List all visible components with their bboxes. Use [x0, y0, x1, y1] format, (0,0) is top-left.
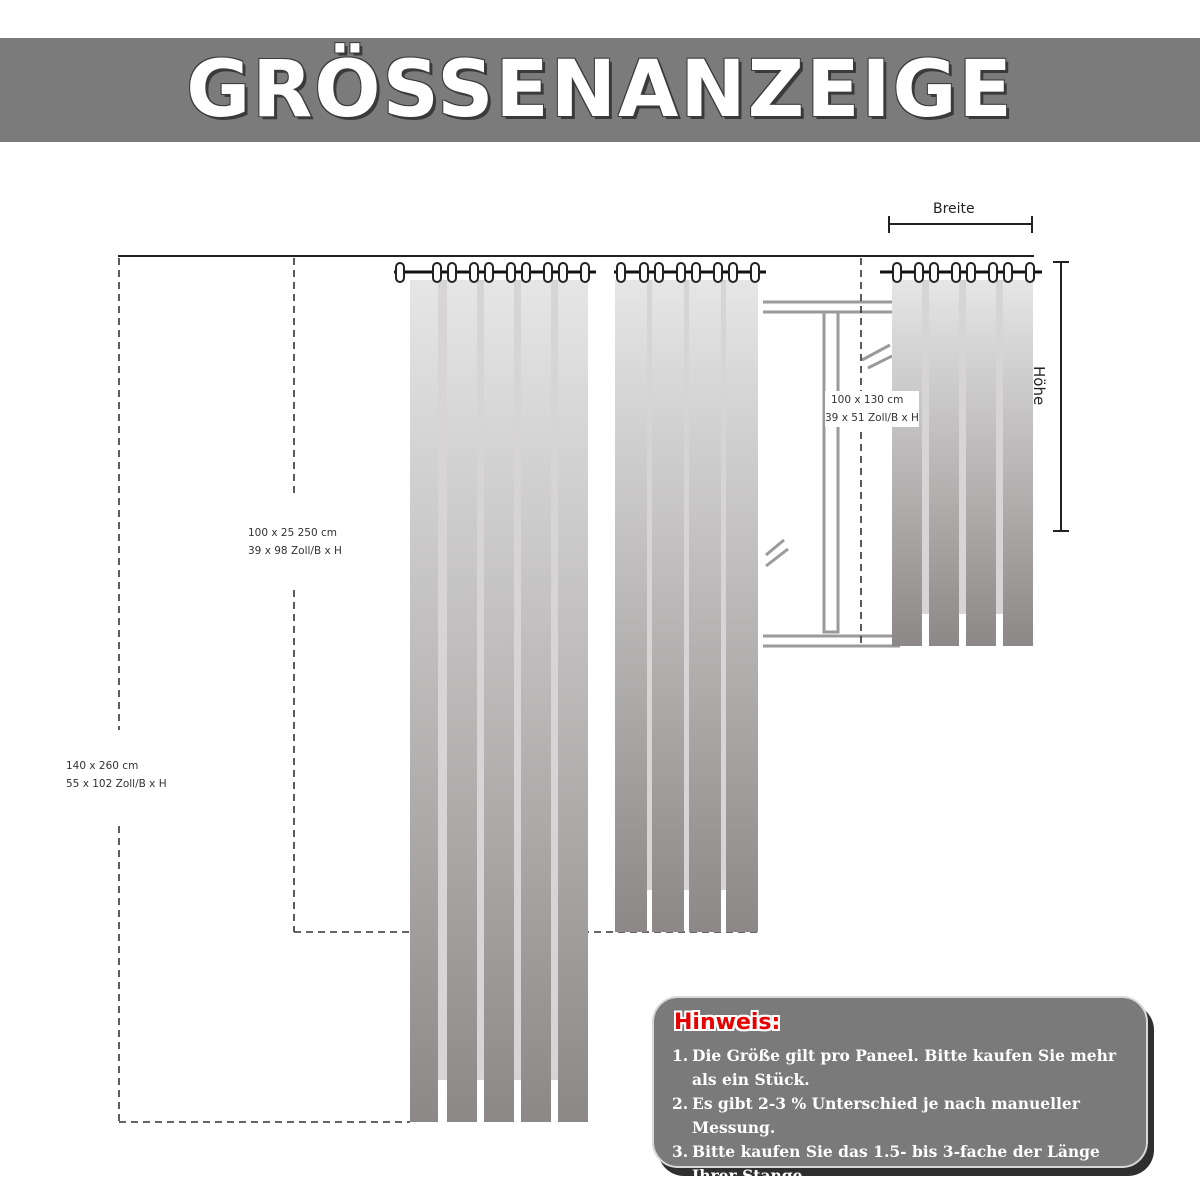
size-metric: 100 x 25 250 cm	[248, 527, 338, 539]
hoehe-measure	[1053, 262, 1069, 531]
note-item-text: Bitte kaufen Sie das 1.5- bis 3-fache der Länge Ihrer Stange.	[692, 1142, 1100, 1185]
curtain-medium-fold	[726, 280, 758, 932]
size-imperial: 39 x 98 Zoll/B x H	[248, 545, 342, 557]
size-metric: 140 x 260 cm	[66, 760, 139, 772]
size-imperial: 55 x 102 Zoll/B x H	[66, 778, 167, 790]
breite-measure	[889, 216, 1032, 233]
note-item-number: 3.	[672, 1142, 689, 1161]
curtain-medium-fold	[689, 280, 721, 932]
note-box	[652, 996, 1148, 1185]
size-label-medium	[248, 524, 342, 560]
note-item-number: 1.	[672, 1046, 689, 1065]
curtain-large-fold	[410, 280, 438, 1122]
page-title: GRÖSSENANZEIGE	[186, 45, 1014, 135]
hoehe-label: Höhe	[1030, 366, 1048, 406]
size-label-large	[66, 757, 167, 793]
note-list	[672, 1044, 1132, 1188]
note-item	[672, 1092, 1132, 1140]
curtain-small-fold	[1003, 280, 1033, 646]
curtain-large-fold	[558, 280, 588, 1122]
breite-label: Breite	[933, 201, 975, 217]
curtain-small	[892, 280, 1033, 646]
curtain-small-fold	[892, 280, 922, 646]
curtain-large	[410, 280, 588, 1122]
note-item	[672, 1044, 1132, 1092]
size-metric: 100 x 130 cm	[831, 394, 904, 406]
size-label-small	[825, 391, 919, 427]
window-frame	[763, 302, 900, 646]
note-title: Hinweis:	[674, 1010, 781, 1035]
note-item-number: 2.	[672, 1094, 689, 1113]
curtain-large-fold	[521, 280, 551, 1122]
curtain-large-fold	[484, 280, 514, 1122]
curtain-small-fold	[929, 280, 959, 646]
size-imperial: 39 x 51 Zoll/B x H	[825, 412, 919, 424]
curtain-small-fold	[966, 280, 996, 646]
note-item	[672, 1140, 1132, 1188]
note-item-text: Es gibt 2-3 % Unterschied je nach manueller Messung.	[692, 1094, 1080, 1137]
curtain-medium-fold	[652, 280, 684, 932]
curtain-medium-fold	[615, 280, 647, 932]
curtain-large-fold	[447, 280, 477, 1122]
curtain-medium	[615, 280, 758, 932]
grommet-rings	[396, 263, 1034, 282]
note-item-text: Die Größe gilt pro Paneel. Bitte kaufen Sie mehr als ein Stück.	[692, 1046, 1117, 1089]
